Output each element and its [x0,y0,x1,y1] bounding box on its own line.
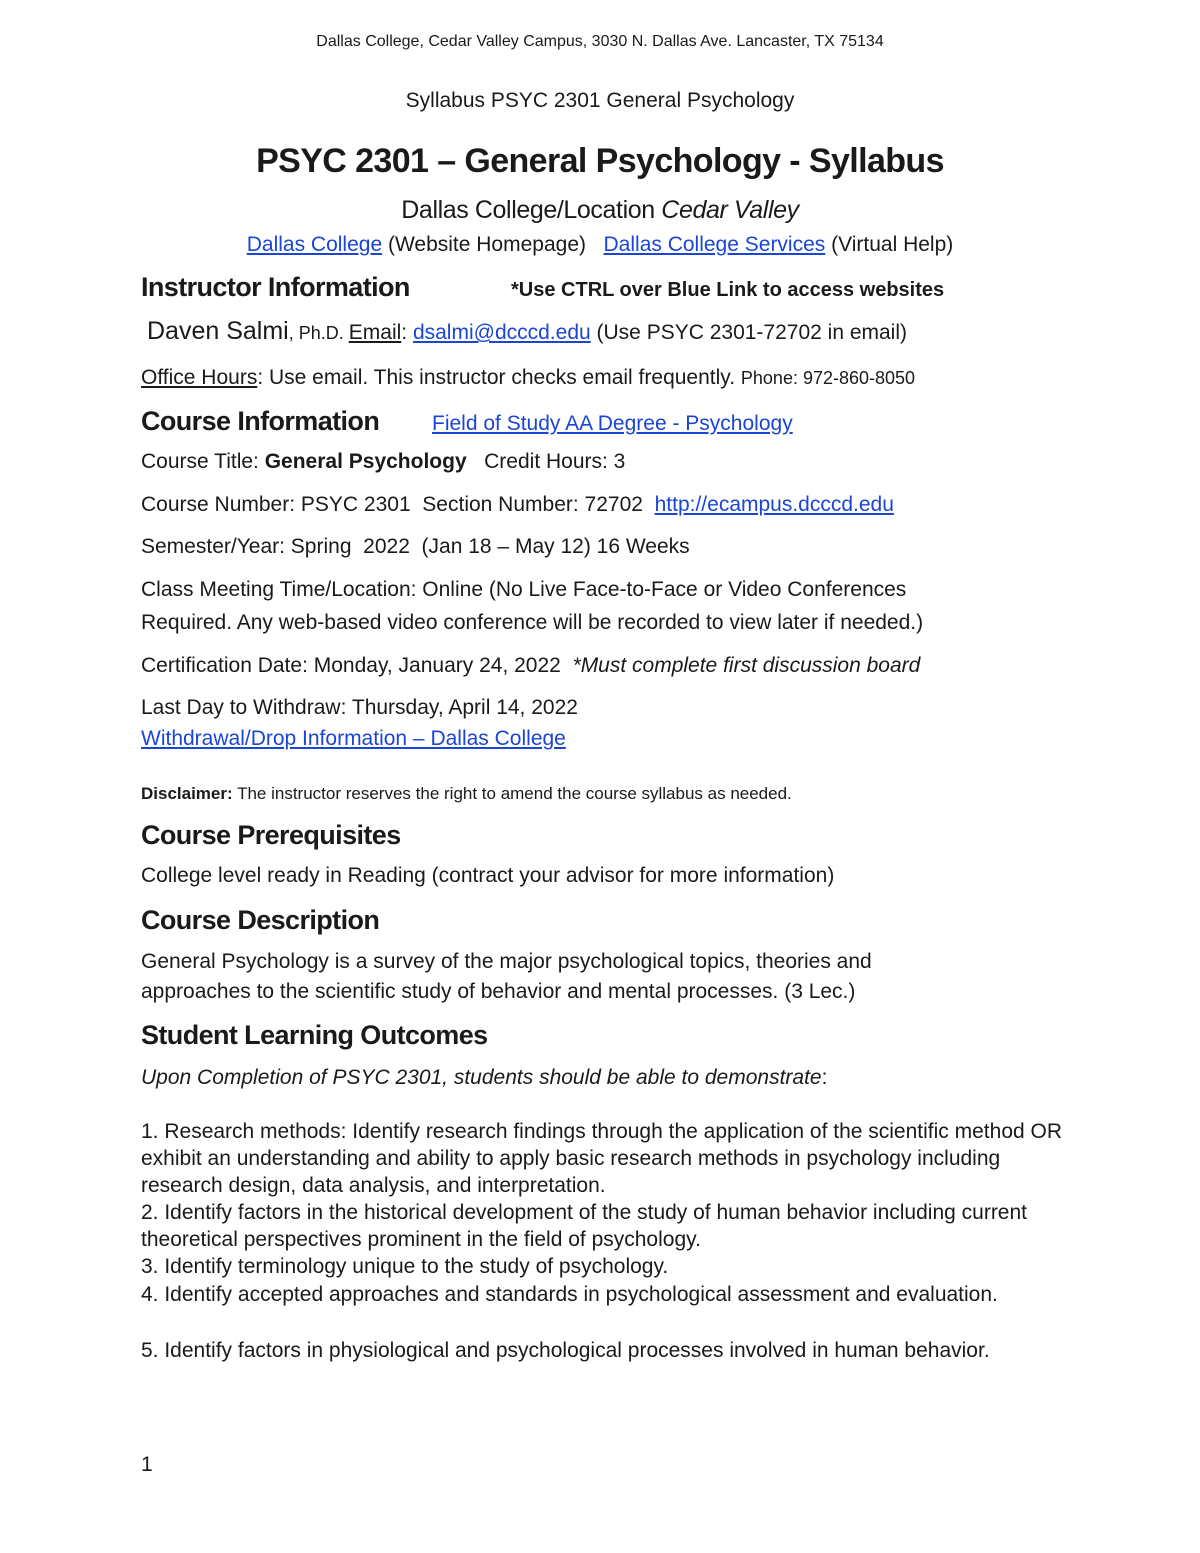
page-number: 1 [141,1453,153,1476]
course-title-value: General Psychology [264,450,467,473]
disclaimer-label: Disclaimer: [141,784,233,803]
location-line [0,196,1200,225]
prereq-heading: Course Prerequisites [141,820,401,850]
semester-line: Semester/Year: Spring 2022 (Jan 18 – May 12) 16 Weeks [141,535,690,558]
outcome-item-5: 5. Identify factors in physiological and psychological processes involved in human behavior. [141,1339,990,1362]
course-info-heading: Course Information [141,406,380,436]
certification-text: Certification Date: Monday, January 24, 2022 [141,654,573,677]
ctrl-note: *Use CTRL over Blue Link to access websites [511,279,945,301]
withdrawal-info-link[interactable]: Withdrawal/Drop Information – Dallas College [141,727,566,750]
office-hours-line [141,366,915,390]
credit-hours: Credit Hours: 3 [466,450,626,473]
phone-number: Phone: 972-860-8050 [740,368,916,388]
course-number-line [141,493,894,517]
instructor-heading: Instructor Information [141,272,410,302]
office-hours-label: Office Hours [141,366,258,389]
dallas-college-services-link[interactable]: Dallas College Services [603,233,826,256]
field-of-study-link[interactable]: Field of Study AA Degree - Psychology [432,412,793,435]
disclaimer-line [141,784,792,804]
outcome-item-1: 1. Research methods: Identify research findings through the application of the scientific method OR exhibit an understanding and ability to apply basic research methods in psychology including research design, data analysis, and interpretation. [141,1120,1063,1197]
description-line-2: approaches to the scientific study of behavior and mental processes. (3 Lec.) [141,980,856,1003]
course-title-line [141,450,625,474]
ecampus-link[interactable]: http://ecampus.dcccd.edu [654,493,894,516]
links-row [0,233,1200,257]
dallas-college-link[interactable]: Dallas College [246,233,383,256]
header-address: Dallas College, Cedar Valley Campus, 3030 N. Dallas Ave. Lancaster, TX 75134 [316,33,884,50]
outcome-item-3: 3. Identify terminology unique to the study of psychology. [141,1255,669,1278]
instructor-email-link[interactable]: dsalmi@dcccd.edu [412,321,591,344]
website-homepage-label: (Website Homepage) [382,233,586,256]
email-sep: : [401,321,413,344]
certification-note: *Must complete first discussion board [572,654,921,677]
outcome-item-4: 4. Identify accepted approaches and standards in psychological assessment and evaluation. [141,1283,998,1306]
office-hours-text: : Use email. This instructor checks email frequently. [257,366,741,389]
instructor-degree: , Ph.D. [288,323,349,343]
email-label: Email [348,321,402,344]
description-line-1: General Psychology is a survey of the major psychological topics, theories and [141,950,872,973]
course-number-text: Course Number: PSYC 2301 Section Number: 72702 [141,493,655,516]
outcomes-heading: Student Learning Outcomes [141,1020,488,1050]
meeting-line-2: Required. Any web-based video conference will be recorded to view later if needed.) [141,611,924,634]
location-campus: Cedar Valley [661,196,799,224]
outcomes-intro-colon: : [821,1066,828,1089]
outcome-item-2: 2. Identify factors in the historical development of the study of human behavior including current theoretical perspectives prominent in the field of psychology. [141,1201,1027,1251]
page-title: PSYC 2301 – General Psychology - Syllabus [256,142,944,180]
instructor-name: Daven Salmi [147,317,289,345]
email-note: (Use PSYC 2301-72702 in email) [590,321,908,344]
disclaimer-text: The instructor reserves the right to amend the course syllabus as needed. [232,784,792,803]
virtual-help-label: (Virtual Help) [825,233,954,256]
prereq-text: College level ready in Reading (contract your advisor for more information) [141,864,835,887]
outcomes-intro: Upon Completion of PSYC 2301, students should be able to demonstrate [141,1066,822,1089]
instructor-line [147,317,907,346]
outcomes-intro-line [141,1066,827,1090]
course-title-label: Course Title: [141,450,265,473]
certification-line [141,654,920,678]
withdraw-line: Last Day to Withdraw: Thursday, April 14, 2022 [141,696,578,719]
header-subtitle: Syllabus PSYC 2301 General Psychology [405,89,795,112]
location-prefix: Dallas College/Location [401,196,662,224]
description-heading: Course Description [141,905,380,935]
meeting-line-1: Class Meeting Time/Location: Online (No Live Face-to-Face or Video Conferences [141,578,907,601]
